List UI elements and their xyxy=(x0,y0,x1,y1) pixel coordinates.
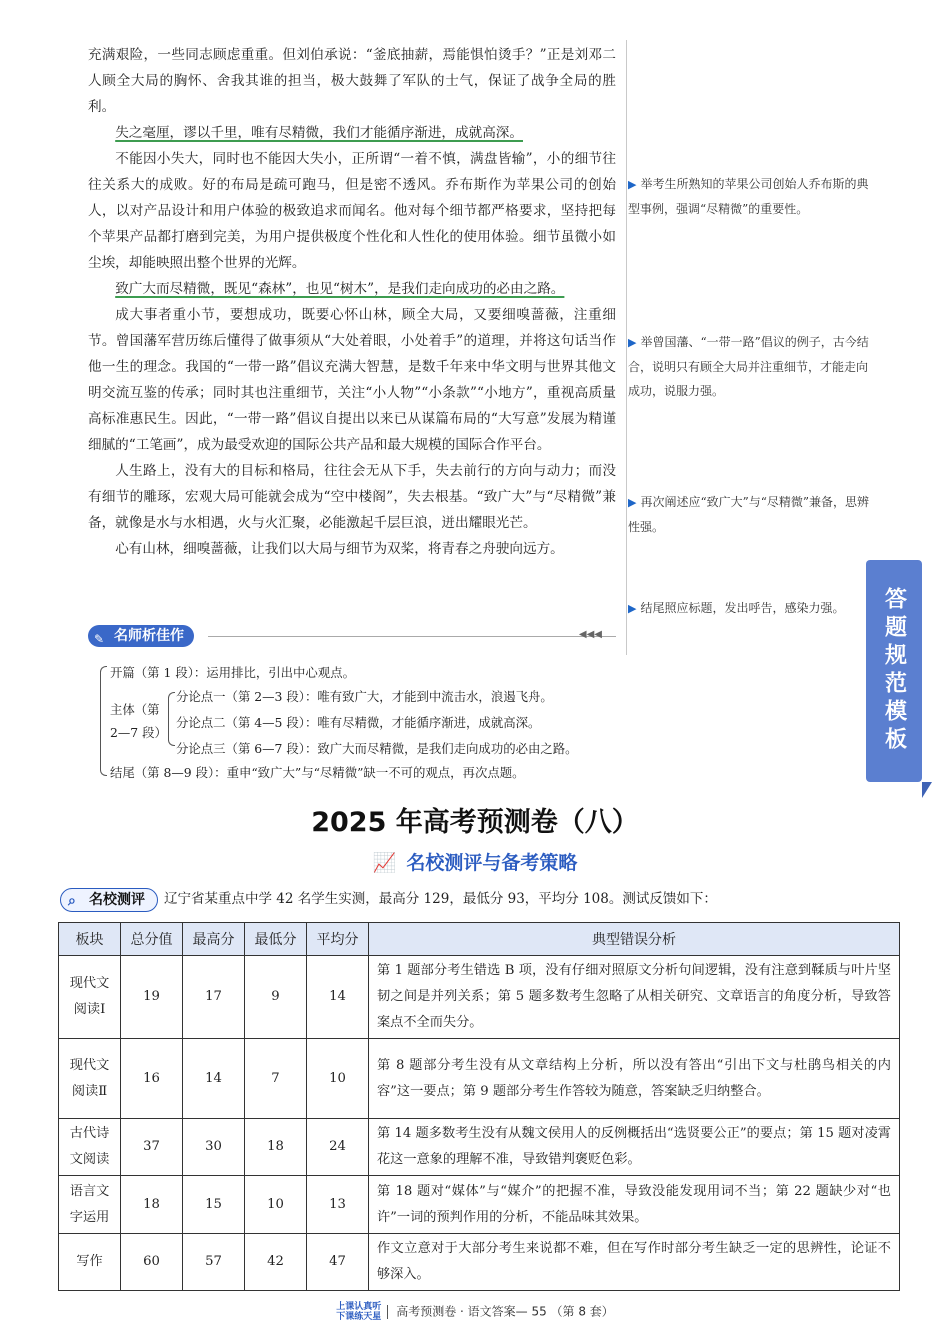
test-intro xyxy=(60,886,900,912)
triangle-marker-icon: ▶ xyxy=(628,602,637,615)
cell-block: 现代文阅读Ⅱ xyxy=(59,1039,121,1119)
cell-max: 30 xyxy=(183,1119,245,1176)
margin-note xyxy=(628,596,878,621)
column-header: 最低分 xyxy=(245,923,307,956)
triangle-marker-icon: ▶ xyxy=(628,178,637,191)
cell-block: 古代诗文阅读 xyxy=(59,1119,121,1176)
table-row xyxy=(59,1176,900,1234)
outline-ending: 结尾（第 8—9 段）：重申“致广大”与“尽精微”缺一不可的观点，再次点题。 xyxy=(110,765,525,780)
essay-body xyxy=(88,42,616,562)
highlighted-thesis: 致广大而尽精微，既见“森林”，也见“树木”，是我们走向成功的必由之路。 xyxy=(115,281,565,297)
column-header: 板块 xyxy=(59,923,121,956)
essay-paragraph xyxy=(88,276,616,302)
cell-avg: 10 xyxy=(307,1039,369,1119)
teacher-icon: ✎ xyxy=(94,632,105,646)
chart-trend-icon: 📈 xyxy=(372,852,397,874)
analysis-header xyxy=(88,625,616,649)
outer-brace xyxy=(100,666,107,776)
triangle-marker-icon: ▶ xyxy=(628,336,637,349)
test-intro-text: 辽宁省某重点中学 42 名学生实测，最高分 129，最低分 93，平均分 108。测试反馈如下： xyxy=(164,891,717,907)
margin-note-text: 举曾国藩、“一带一路”倡议的例子，古今结合，说明只有顾全大局并注重细节，才能走向成功，说服力强。 xyxy=(628,335,869,398)
table-header-row xyxy=(59,923,900,956)
highlighted-thesis: 失之毫厘，谬以千里，唯有尽精微，我们才能循序渐进，成就高深。 xyxy=(115,125,523,141)
cell-max: 57 xyxy=(183,1234,245,1291)
column-header: 典型错误分析 xyxy=(369,923,900,956)
header-rule xyxy=(208,636,616,637)
essay-paragraph: 心有山林，细嗅蔷薇，让我们以大局与细节为双桨，将青春之舟驶向远方。 xyxy=(115,541,564,557)
cell-min: 7 xyxy=(245,1039,307,1119)
column-header: 总分值 xyxy=(121,923,183,956)
column-header: 平均分 xyxy=(307,923,369,956)
outline-point: 分论点二（第 4—5 段）：唯有尽精微，才能循序渐进，成就高深。 xyxy=(176,715,541,730)
table-row xyxy=(59,956,900,1039)
cell-avg: 47 xyxy=(307,1234,369,1291)
table-row xyxy=(59,1039,900,1119)
test-badge-label: 名校测评 xyxy=(89,891,145,908)
cell-avg: 13 xyxy=(307,1176,369,1234)
page-footer xyxy=(0,1302,950,1322)
margin-note xyxy=(628,330,878,403)
logo-line: 上课认真听 xyxy=(336,1302,382,1312)
cell-block: 语言文字运用 xyxy=(59,1176,121,1234)
search-icon: ⌕ xyxy=(68,892,76,909)
test-badge xyxy=(60,888,158,912)
analysis-badge-label: 名师析佳作 xyxy=(114,628,184,644)
arrows-icon: ◀◀◀ xyxy=(578,629,602,640)
side-tab: 答题规范模板 xyxy=(866,560,922,782)
margin-note xyxy=(628,490,878,539)
margin-note-text: 结尾照应标题，发出呼告，感染力强。 xyxy=(640,601,845,615)
margin-note-text: 举考生所熟知的苹果公司创始人乔布斯的典型事例，强调“尽精微”的重要性。 xyxy=(628,177,869,216)
cell-analysis: 第 8 题部分考生没有从文章结构上分析，所以没有答出“引出下文与杜鹃鸟相关的内容”这一要点；第 9 题部分考生作答较为随意，答案缺乏归纳整合。 xyxy=(369,1039,900,1119)
cell-total: 37 xyxy=(121,1119,183,1176)
footer-text: 高考预测卷 · 语文答案— 55 （第 8 套） xyxy=(396,1304,614,1319)
margin-note xyxy=(628,172,878,221)
cell-total: 19 xyxy=(121,956,183,1039)
brand-logo xyxy=(336,1302,381,1322)
results-table xyxy=(58,922,900,1291)
essay-paragraph: 成大事者重小节，要想成功，既要心怀山林，顾全大局，又要细嗅蔷薇，注重细节。曾国藩军营历练后懂得了做事须从“大处着眼，小处着手”的道理，并将这句话当作他一生的理念。我国的“一带一路”倡议充满大智慧，是数千年来中华文明与世界其他文明交流互鉴的传承；同时其也注重细节，关注“小人物”“小条款”“小地方”，重视高质量高标准惠民生。因此，“一带一路”倡议自提出以来已从谋篇布局的“大写意”发展为精谨细腻的“工笔画”，成为最受欢迎的国际公共产品和最大规模的国际合作平台。 xyxy=(88,307,616,453)
table-row xyxy=(59,1119,900,1176)
essay-paragraph: 不能因小失大，同时也不能因大失小，正所谓“一着不慎，满盘皆输”，小的细节往往关系大的成败。好的布局是疏可跑马，但是密不透风。乔布斯作为苹果公司的创始人，以对产品设计和用户体验的极致追求而闻名。他对每个细节都严格要求，坚持把每个苹果产品都打磨到完美，为用户提供极度个性化和人性化的使用体验。细节虽微小如尘埃，却能映照出整个世界的光辉。 xyxy=(88,151,616,271)
cell-min: 18 xyxy=(245,1119,307,1176)
cell-total: 16 xyxy=(121,1039,183,1119)
cell-max: 17 xyxy=(183,956,245,1039)
cell-analysis: 第 1 题部分考生错选 B 项，没有仔细对照原文分析句间逻辑，没有注意到鞣质与叶片坚韧之间是并列关系；第 5 题多数考生忽略了从相关研究、文章语言的角度分析，导致答案点不全而失分。 xyxy=(369,956,900,1039)
cell-max: 15 xyxy=(183,1176,245,1234)
cell-total: 18 xyxy=(121,1176,183,1234)
section-subtitle-text: 名校测评与备考策略 xyxy=(406,852,578,874)
footer-divider xyxy=(387,1305,388,1319)
analysis-badge xyxy=(88,625,194,647)
column-header: 最高分 xyxy=(183,923,245,956)
cell-min: 42 xyxy=(245,1234,307,1291)
essay-paragraph: 人生路上，没有大的目标和格局，往往会无从下手，失去前行的方向与动力；而没有细节的雕琢，宏观大局可能就会成为“空中楼阁”，失去根基。“致广大”与“尽精微”兼备，就像是水与水相遇，火与火汇聚，必能激起千层巨浪，迸出耀眼光芒。 xyxy=(88,463,616,531)
essay-paragraph xyxy=(88,120,616,146)
cell-avg: 24 xyxy=(307,1119,369,1176)
outline-point: 分论点三（第 6—7 段）：致广大而尽精微，是我们走向成功的必由之路。 xyxy=(176,741,578,756)
outline-body-label: 主体（第 xyxy=(110,702,160,717)
cell-analysis: 第 18 题对“媒体”与“媒介”的把握不准，导致没能发现用词不当；第 22 题缺少对“也许”一词的预判作用的分析，不能品味其效果。 xyxy=(369,1176,900,1234)
cell-max: 14 xyxy=(183,1039,245,1119)
logo-line: 下课练天星 xyxy=(336,1312,382,1322)
section-subtitle xyxy=(0,848,950,875)
cell-avg: 14 xyxy=(307,956,369,1039)
outline-opening: 开篇（第 1 段）：运用排比，引出中心观点。 xyxy=(110,665,355,680)
essay-paragraph: 充满艰险，一些同志顾虑重重。但刘伯承说：“釜底抽薪，焉能惧怕烫手？”正是刘邓二人顾全大局的胸怀、舍我其谁的担当，极大鼓舞了军队的士气，保证了战争全局的胜利。 xyxy=(88,47,616,115)
table-row xyxy=(59,1234,900,1291)
cell-analysis: 第 14 题多数考生没有从魏文侯用人的反例概括出“选贤要公正”的要点；第 15 题对凌霄花这一意象的理解不准，导致错判褒贬色彩。 xyxy=(369,1119,900,1176)
cell-min: 10 xyxy=(245,1176,307,1234)
inner-brace xyxy=(168,692,175,746)
cell-analysis: 作文立意对于大部分考生来说都不难，但在写作时部分考生缺乏一定的思辨性，论证不够深入。 xyxy=(369,1234,900,1291)
cell-min: 9 xyxy=(245,956,307,1039)
cell-total: 60 xyxy=(121,1234,183,1291)
cell-block: 写作 xyxy=(59,1234,121,1291)
cell-block: 现代文阅读Ⅰ xyxy=(59,956,121,1039)
outline-point: 分论点一（第 2—3 段）：唯有致广大，才能到中流击水，浪遏飞舟。 xyxy=(176,689,553,704)
column-divider xyxy=(626,40,627,655)
section-title: 2025 年高考预测卷（八） xyxy=(311,807,639,838)
outline-body-label: 2—7 段） xyxy=(110,725,167,740)
margin-note-text: 再次阐述应“致广大”与“尽精微”兼备，思辨性强。 xyxy=(628,495,870,534)
triangle-marker-icon: ▶ xyxy=(628,496,637,509)
